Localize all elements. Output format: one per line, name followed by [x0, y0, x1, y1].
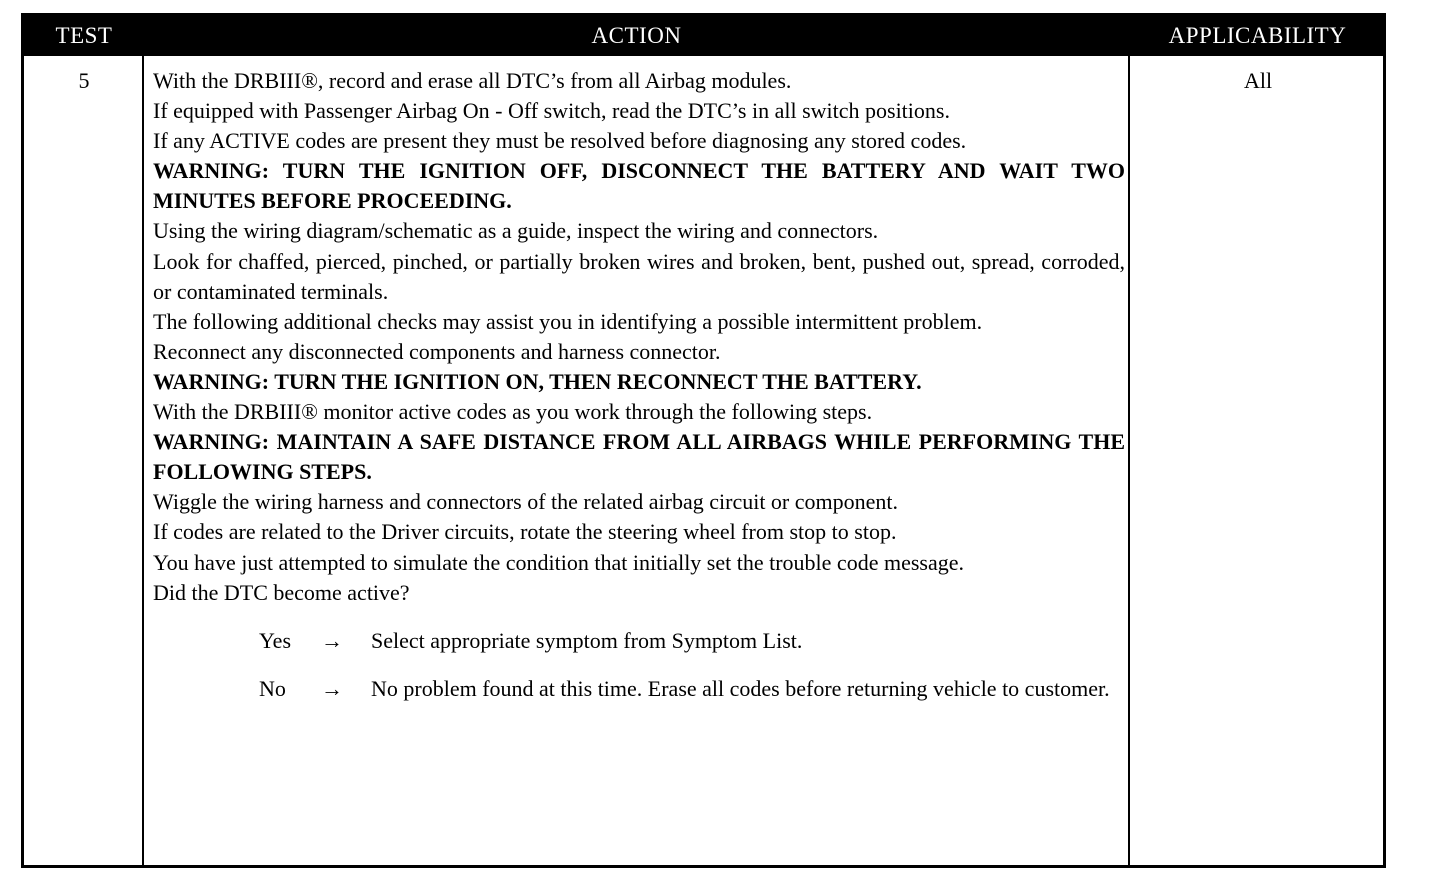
applicability-value: All	[1243, 68, 1273, 93]
header-action: ACTION	[591, 23, 682, 48]
action-step: If equipped with Passenger Airbag On - Off switch, read the DTC’s in all switch positions.	[153, 98, 950, 124]
test-number: 5	[78, 68, 90, 93]
action-step: With the DRBIII®, record and erase all DTC’s from all Airbag modules.	[153, 68, 792, 93]
action-step: If any ACTIVE codes are present they must be resolved before diagnosing any stored codes.	[153, 128, 967, 154]
action-cell	[153, 66, 1125, 722]
column-divider	[1128, 56, 1130, 865]
action-step: The following additional checks may assist you in identifying a possible intermittent problem.	[153, 308, 983, 334]
action-step: Using the wiring diagram/schematic as a guide, inspect the wiring and connectors.	[153, 218, 879, 244]
column-divider	[142, 56, 144, 865]
answer-label: Yes	[259, 627, 292, 653]
action-step: Did the DTC become active?	[153, 579, 410, 605]
action-step: If codes are related to the Driver circuits, rotate the steering wheel from stop to stop.	[153, 519, 897, 545]
warning-text: WARNING: TURN THE IGNITION OFF, DISCONNECT THE BATTERY AND WAIT TWO MINUTES BEFORE PROCEEDING.	[153, 158, 1125, 214]
answer-text: No problem found at this time. Erase all codes before returning vehicle to customer.	[371, 675, 1110, 701]
arrow-right-icon: →	[321, 627, 343, 653]
action-step: Wiggle the wiring harness and connectors of the related airbag circuit or component.	[153, 489, 899, 515]
arrow-right-icon: →	[321, 675, 343, 701]
warning-text: WARNING: TURN THE IGNITION ON, THEN RECONNECT THE BATTERY.	[153, 368, 922, 394]
answer-row	[153, 626, 1125, 656]
action-step: You have just attempted to simulate the condition that initially set the trouble code message.	[153, 549, 964, 575]
answer-text: Select appropriate symptom from Symptom List.	[371, 627, 803, 653]
action-steps	[153, 66, 1125, 608]
header-applicability: APPLICABILITY	[1168, 23, 1347, 48]
answer-list	[153, 626, 1125, 704]
table-header-row	[24, 16, 1383, 56]
action-step: Reconnect any disconnected components and harness connector.	[153, 338, 721, 364]
action-step: With the DRBIII® monitor active codes as you work through the following steps.	[153, 399, 873, 425]
header-test: TEST	[55, 23, 113, 48]
answer-row	[153, 674, 1125, 704]
action-step: Look for chaffed, pierced, pinched, or partially broken wires and broken, bent, pushed out, spread, corroded, or contaminated terminals.	[153, 248, 1125, 304]
diagnostic-table	[21, 13, 1386, 868]
warning-text: WARNING: MAINTAIN A SAFE DISTANCE FROM ALL AIRBAGS WHILE PERFORMING THE FOLLOWING STEPS.	[153, 429, 1125, 485]
answer-label: No	[259, 675, 286, 701]
